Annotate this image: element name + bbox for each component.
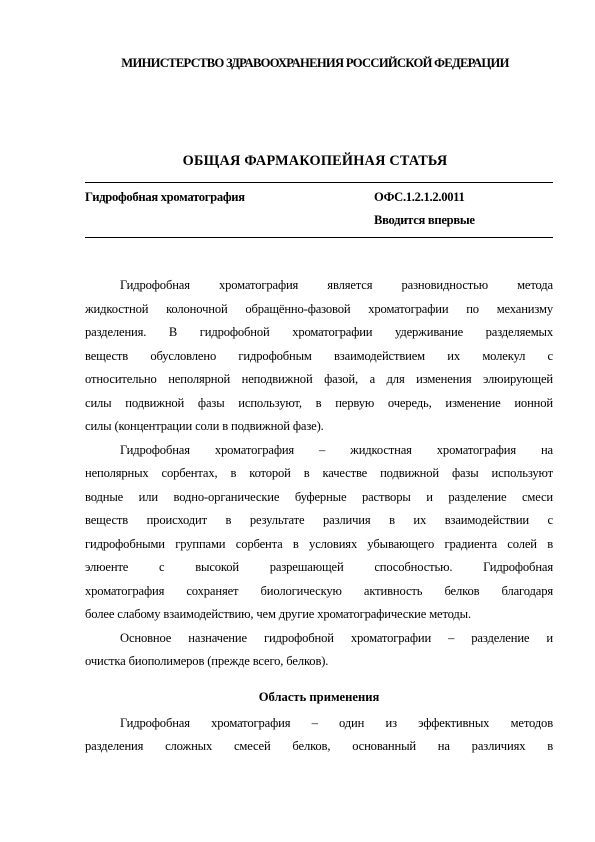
text-line: Гидрофобная хроматография – один из эффективных методов xyxy=(120,715,553,730)
text-line: разделения. В гидрофобной хроматографии удерживание разделяемых xyxy=(85,325,553,339)
paragraph xyxy=(85,274,553,439)
text-line: Основное назначение гидрофобной хроматографии – разделение и xyxy=(120,630,553,645)
document-type-title: ОБЩАЯ ФАРМАКОПЕЙНАЯ СТАТЬЯ xyxy=(182,153,448,169)
text-line: Гидрофобная хроматография – жидкостная хроматография на xyxy=(120,442,553,457)
text-line: элюенте с высокой разрешающей способностью. Гидрофобная xyxy=(85,560,553,574)
text-line: очистка биополимеров (прежде всего, белков). xyxy=(85,654,329,668)
bottom-rule xyxy=(85,237,553,238)
text-line: хроматография сохраняет биологическую активность белков благодаря xyxy=(85,583,553,598)
ministry-title: МИНИСТЕРСТВО ЗДРАВООХРАНЕНИЯ РОССИЙСКОЙ ФЕДЕРАЦИИ xyxy=(121,56,509,70)
text-line: веществ обусловлено гидрофобным взаимодействием их молекул с xyxy=(85,348,553,363)
text-line: неполярных сорбентах, в которой в качестве подвижной фазы используют xyxy=(85,466,553,480)
text-line: относительно неполярной неподвижной фазой, а для изменения элюирующей xyxy=(85,372,553,386)
text-line: жидкостной колоночной обращённо-фазовой хроматографии по механизму xyxy=(85,301,553,316)
text-line: водные или водно-органические буферные растворы и разделение смеси xyxy=(85,489,553,504)
paragraph xyxy=(85,439,553,627)
text-line: силы (концентрации соли в подвижной фазе). xyxy=(85,419,324,433)
text-line: разделения сложных смесей белков, основанный на различиях в xyxy=(85,739,553,753)
article-name: Гидрофобная хроматография xyxy=(85,190,245,204)
article-note: Вводится впервые xyxy=(374,213,475,227)
text-line: веществ происходит в результате различия в их взаимодействии с xyxy=(85,513,553,527)
text-line: более слабому взаимодействию, чем другие хроматографические методы. xyxy=(85,607,471,621)
text-line: гидрофобными группами сорбента в условиях убывающего градиента солей в xyxy=(85,536,553,551)
text-line: силы подвижной фазы используют, в первую очередь, изменение ионной xyxy=(85,395,553,410)
text-line: Гидрофобная хроматография является разновидностью метода xyxy=(120,278,553,292)
paragraph xyxy=(85,627,553,674)
article-body xyxy=(85,274,553,759)
paragraph xyxy=(85,712,553,759)
section-heading: Область применения xyxy=(258,689,380,704)
top-rule xyxy=(85,182,553,183)
article-code: ОФС.1.2.1.2.0011 xyxy=(374,190,465,204)
